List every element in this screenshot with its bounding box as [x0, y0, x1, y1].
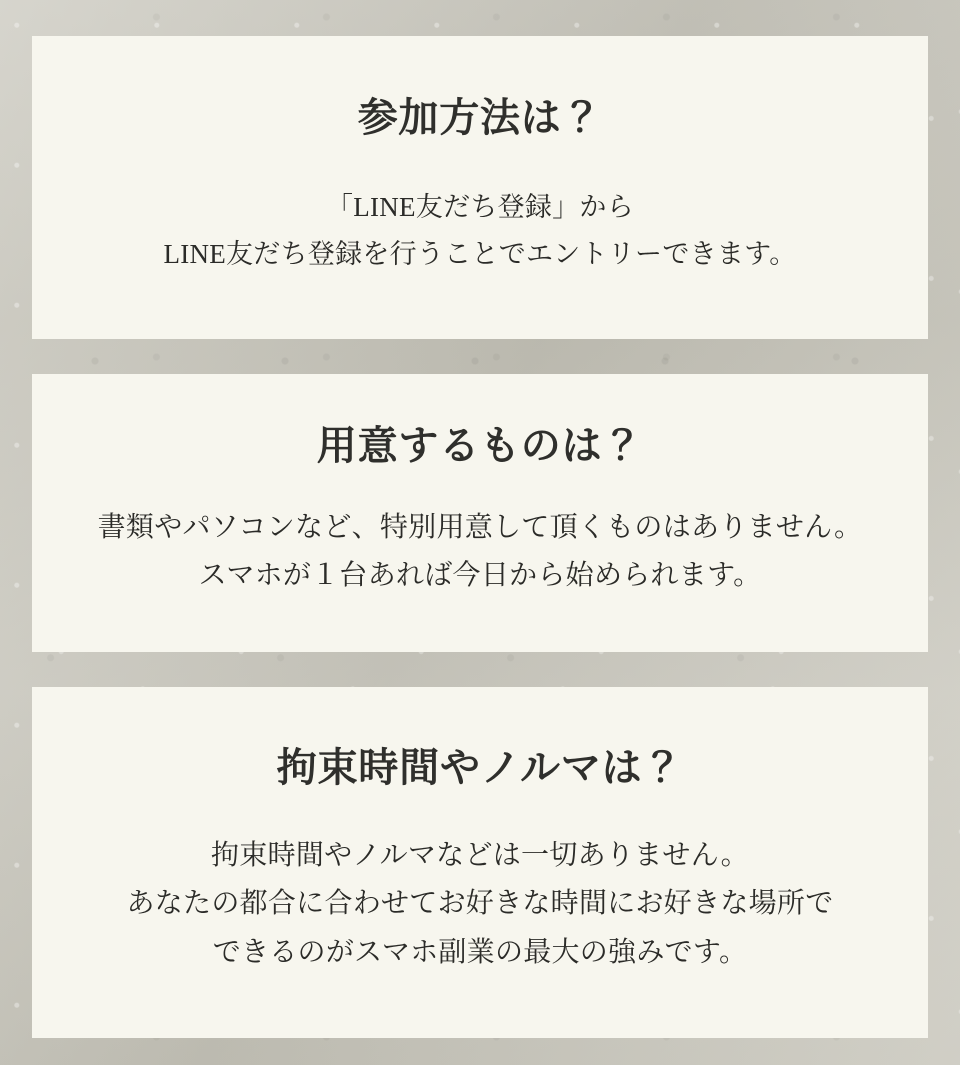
faq-card-participation [32, 36, 928, 339]
faq-card-body [163, 184, 796, 277]
faq-card-requirements [32, 374, 928, 652]
faq-card-title: 拘束時間やノルマは？ [276, 745, 684, 792]
faq-card-body [126, 832, 833, 976]
faq-body-line: 拘束時間やノルマなどは一切ありません。 [211, 840, 749, 872]
faq-body-line: できるのがスマホ副業の最大の強みです。 [212, 936, 748, 968]
faq-body-line: あなたの都合に合わせてお好きな時間にお好きな場所で [126, 888, 834, 920]
faq-body-line: LINE友だち登録を行うことでエントリーできます。 [163, 238, 797, 269]
faq-card-title: 用意するものは？ [316, 422, 644, 469]
faq-card-list [32, 36, 928, 1038]
faq-card-time-commitment [32, 687, 928, 1038]
faq-body-line: 「LINE友だち登録」から [325, 192, 634, 223]
faq-body-line: スマホが１台あれば今日から始められます。 [198, 560, 762, 591]
faq-card-title: 参加方法は？ [357, 95, 603, 142]
faq-card-body [98, 504, 863, 600]
faq-body-line: 書類やパソコンなど、特別用意して頂くものはありません。 [97, 511, 863, 543]
